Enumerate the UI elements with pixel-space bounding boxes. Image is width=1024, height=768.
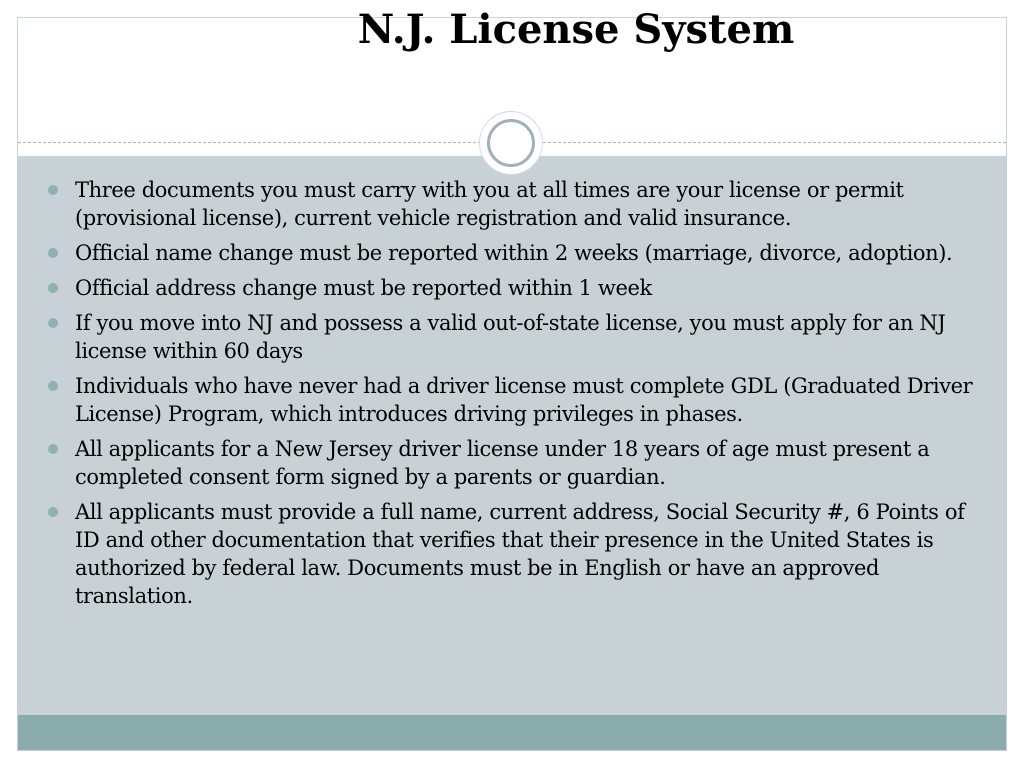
- bullet-dot-icon: [48, 507, 58, 517]
- bullet-dot-icon: [48, 381, 58, 391]
- bullet-item: [45, 274, 980, 302]
- footer-bar: [18, 715, 1006, 750]
- circle-ring-icon: [480, 112, 542, 174]
- bullet-item: [45, 176, 980, 232]
- bullet-dot-icon: [48, 248, 58, 258]
- bullet-text: All applicants for a New Jersey driver license under 18 years of age must present a completed consent form signed by a parents or guardian.: [75, 437, 930, 489]
- bullet-dot-icon: [48, 283, 58, 293]
- bullet-dot-icon: [48, 444, 58, 454]
- bullet-text: Official name change must be reported within 2 weeks (marriage, divorce, adoption).: [75, 241, 953, 265]
- bullet-text: Three documents you must carry with you at all times are your license or permit (provisional license), current vehicle registration and valid insurance.: [75, 178, 904, 230]
- circle-ring-inner: [487, 119, 535, 167]
- bullet-dot-icon: [48, 318, 58, 328]
- bullet-text: All applicants must provide a full name, current address, Social Security #, 6 Points of ID and other documentation that verifies that their presence in the United States is authorized by federal law. Documents must be in English or have an approved translation.: [75, 500, 965, 608]
- bullet-list: [45, 176, 980, 617]
- bullet-item: [45, 372, 980, 428]
- bullet-item: [45, 435, 980, 491]
- bullet-item: [45, 498, 980, 610]
- bullet-text: If you move into NJ and possess a valid out-of-state license, you must apply for an NJ license within 60 days: [75, 311, 946, 363]
- bullet-text: Individuals who have never had a driver license must complete GDL (Graduated Driver License) Program, which introduces driving privileges in phases.: [75, 374, 973, 426]
- slide-title: N.J. License System: [357, 6, 795, 53]
- bullet-item: [45, 239, 980, 267]
- bullet-text: Official address change must be reported within 1 week: [75, 276, 652, 300]
- bullet-item: [45, 309, 980, 365]
- bullet-dot-icon: [48, 185, 58, 195]
